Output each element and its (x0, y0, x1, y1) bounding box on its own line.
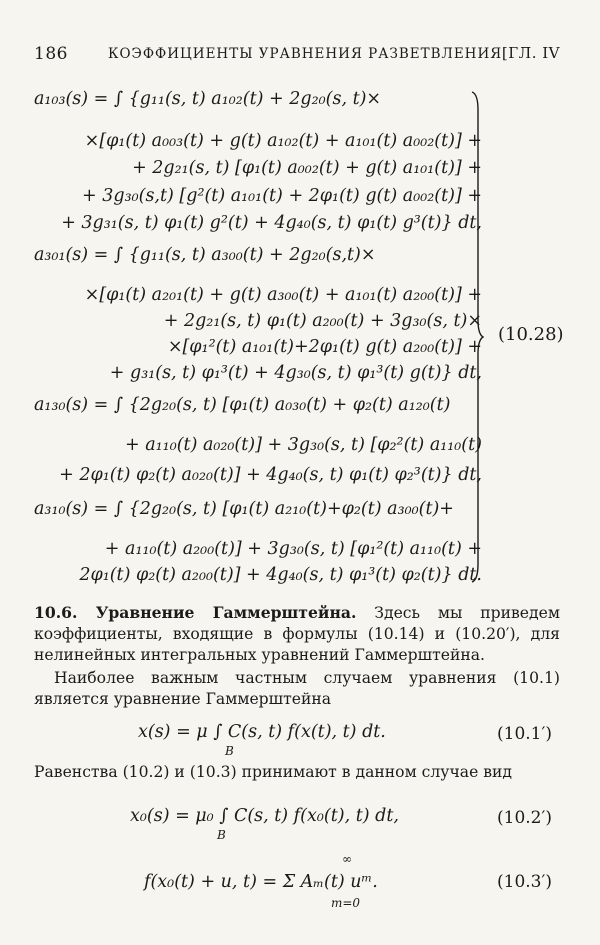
equation-line: ×[φ₁²(t) a₁₀₁(t)+2φ₁(t) g(t) a₂₀₀(t)] + (167, 337, 482, 357)
equation-number: (10.3′) (497, 872, 552, 892)
sum-upper-limit: ∞ (342, 852, 352, 866)
equation-line: + a₁₁₀(t) a₂₀₀(t)] + 3g₃₀(s, t) [φ₁²(t) a₁₁₀(t) + (104, 539, 482, 559)
equation-line: ×[φ₁(t) a₀₀₃(t) + g(t) a₁₀₂(t) + a₁₀₁(t) a₀₀₂(t)] + (84, 131, 482, 151)
equation-line: ×[φ₁(t) a₂₀₁(t) + g(t) a₃₀₀(t) + a₁₀₁(t) a₂₀₀(t)] + (84, 285, 482, 305)
equation-10-1 (34, 714, 560, 764)
equation-number: (10.28) (498, 324, 564, 345)
page-header (34, 44, 560, 66)
equation-line: 2φ₁(t) φ₂(t) a₂₀₀(t)] + 4g₄₀(s, t) φ₁³(t) φ₂(t)} dt. (79, 565, 482, 585)
section-title: 10.6. Уравнение Гаммерштейна. (34, 603, 357, 622)
equation-line: + 2g₂₁(s, t) [φ₁(t) a₀₀₂(t) + g(t) a₁₀₁(t)] + (132, 158, 482, 178)
equation-line: + 3g₃₀(s,t) [g²(t) a₁₀₁(t) + 2φ₁(t) g(t) a₀₀₂(t)] + (82, 186, 482, 206)
equation-line: + 2g₂₁(s, t) φ₁(t) a₂₀₀(t) + 3g₃₀(s, t)× (163, 311, 482, 331)
paragraph: Равенства (10.2) и (10.3) принимают в данном случае вид (34, 763, 513, 781)
formula: f(x₀(t) + u, t) = Σ Aₘ(t) uᵐ. (144, 872, 378, 892)
equation-number: (10.1′) (497, 724, 552, 744)
equation-line: a₃₁₀(s) = ∫ {2g₂₀(s, t) [φ₁(t) a₂₁₀(t)+φ₂(t) a₃₀₀(t)+ (34, 499, 454, 519)
equation-line: a₃₀₁(s) = ∫ {g₁₁(s, t) a₃₀₀(t) + 2g₂₀(s,t)× (34, 245, 376, 265)
equation-line: + g₃₁(s, t) φ₁³(t) + 4g₃₀(s, t) φ₁³(t) g(t)} dt, (109, 363, 482, 383)
integral-limit: B (217, 828, 226, 842)
formula: x(s) = μ ∫ C(s, t) f(x(t), t) dt. (138, 722, 386, 742)
equation-line: a₁₀₃(s) = ∫ {g₁₁(s, t) a₁₀₂(t) + 2g₂₀(s, t)× (34, 89, 382, 109)
equation-system-10-28 (34, 88, 482, 584)
section-text: Здесь мы приведем коэффициенты, входящие в формулы (10.14) и (10.20′), для нелинейных интегральных уравнений Гаммерштейна. (34, 604, 560, 664)
running-title: КОЭФФИЦИЕНТЫ УРАВНЕНИЯ РАЗВЕТВЛЕНИЯ (108, 46, 503, 62)
equation-number: (10.2′) (497, 808, 552, 828)
right-brace-icon (470, 90, 484, 584)
equation-line: + 2φ₁(t) φ₂(t) a₀₂₀(t)] + 4g₄₀(s, t) φ₁(t) φ₂³(t)} dt, (59, 465, 482, 485)
sum-lower-limit: m=0 (331, 896, 361, 910)
equation-line: a₁₃₀(s) = ∫ {2g₂₀(s, t) [φ₁(t) a₀₃₀(t) + φ₂(t) a₁₂₀(t) (34, 395, 451, 415)
equation-line: + a₁₁₀(t) a₀₂₀(t)] + 3g₃₀(s, t) [φ₂²(t) a₁₁₀(t) (125, 435, 482, 455)
formula: x₀(s) = μ₀ ∫ C(s, t) f(x₀(t), t) dt, (130, 806, 399, 826)
section-heading (34, 602, 560, 666)
page-number: 186 (34, 44, 68, 64)
equation-10-3 (34, 852, 560, 920)
chapter-label: [ГЛ. IV (501, 44, 560, 62)
equation-line: + 3g₃₁(s, t) φ₁(t) g²(t) + 4g₄₀(s, t) φ₁(t) g³(t)} dt, (61, 213, 482, 233)
paragraph: Наиболее важным частным случаем уравнения (10.1) является уравнение Гаммерштейна (34, 669, 560, 708)
integral-limit: B (225, 744, 234, 758)
equation-10-2 (34, 796, 560, 846)
